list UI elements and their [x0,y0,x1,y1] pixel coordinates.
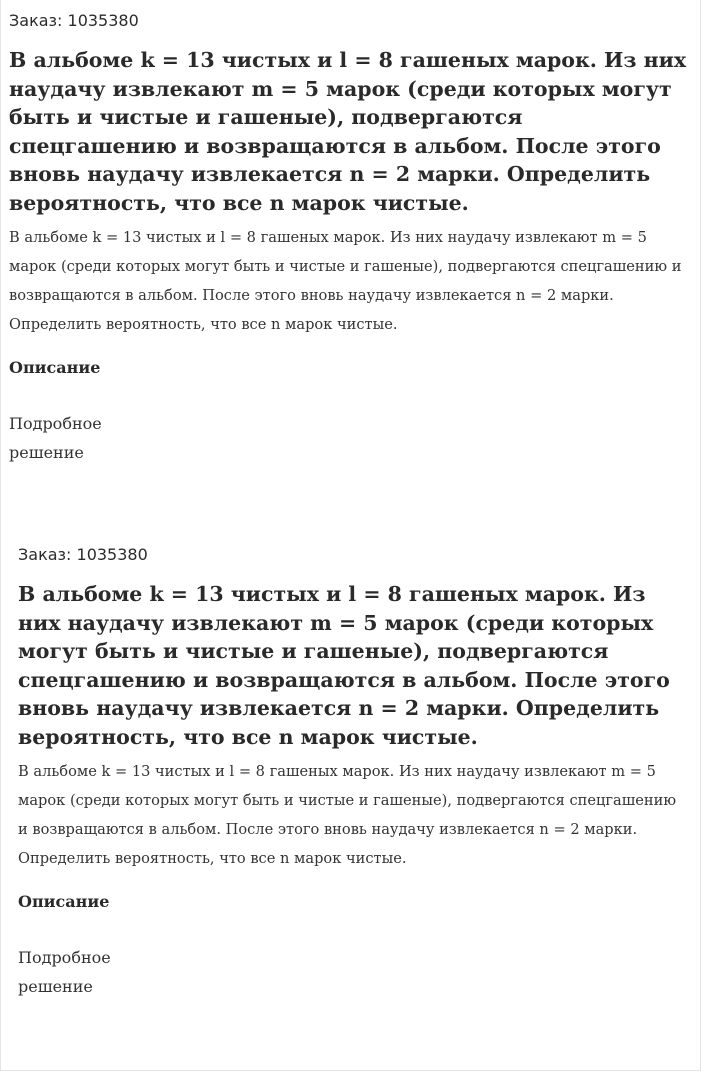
task-card-1 [9,10,689,467]
task-title: В альбоме k = 13 чистых и l = 8 гашеных марок. Из них наудачу извлекают m = 5 марок (среди которых могут быть и чистые и гашеные), подвергаются спецгашению и возвращаются в альбом. После этого вновь наудачу извлекается n = 2 марки. Определить вероятность, что все n марок чистые. [9,48,687,215]
task-description: В альбоме k = 13 чистых и l = 8 гашеных марок. Из них наудачу извлекают m = 5 марок (среди которых могут быть и чистые и гашеные), подвергаются спецгашению и возвращаются в альбом. После этого вновь наудачу извлекается n = 2 марки. Определить вероятность, что все n марок чистые. [9,229,682,333]
detailed-solution-label: Подробное решение [18,948,111,996]
description-heading: Описание [18,892,110,911]
order-number: Заказ: 1035380 [18,545,148,564]
task-description: В альбоме k = 13 чистых и l = 8 гашеных марок. Из них наудачу извлекают m = 5 марок (среди которых могут быть и чистые и гашеные), подвергаются спецгашению и возвращаются в альбом. После этого вновь наудачу извлекается n = 2 марки. Определить вероятность, что все n марок чистые. [18,763,677,867]
task-title: В альбоме k = 13 чистых и l = 8 гашеных марок. Из них наудачу извлекают m = 5 марок (среди которых могут быть и чистые и гашеные), подвергаются спецгашению и возвращаются в альбом. После этого вновь наудачу извлекается n = 2 марки. Определить вероятность, что все n марок чистые. [18,582,670,749]
detailed-solution-label: Подробное решение [9,414,102,462]
order-number: Заказ: 1035380 [9,11,139,30]
task-card-2 [18,544,690,1001]
description-heading: Описание [9,358,101,377]
